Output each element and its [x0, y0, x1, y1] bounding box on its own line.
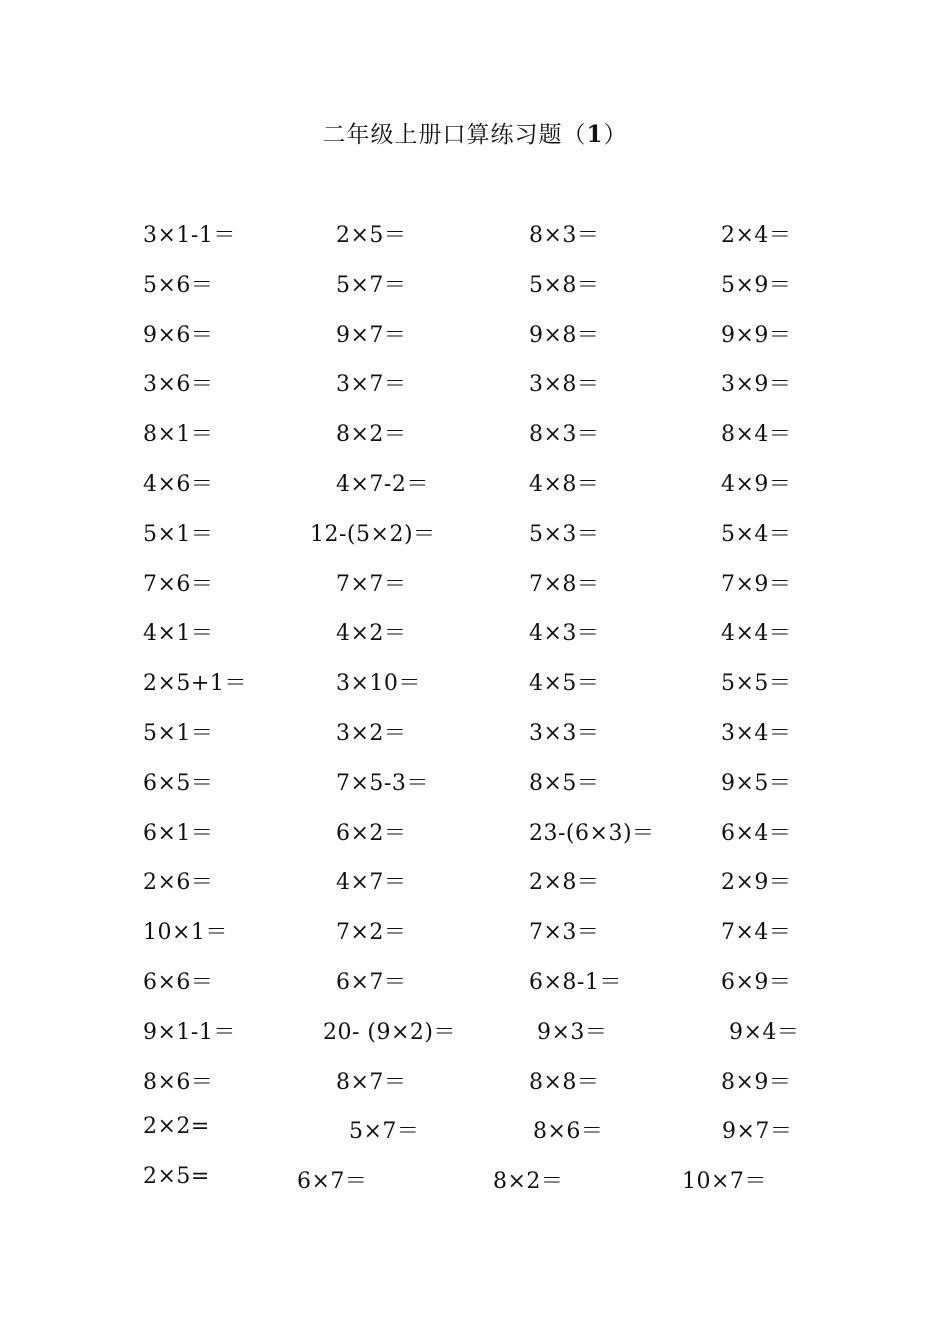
- problem-item: 5×1＝: [143, 721, 214, 746]
- problem-item: 6×2＝: [336, 820, 407, 846]
- problem-item: 6×7＝: [336, 970, 407, 995]
- problem-item: 6×4＝: [721, 820, 792, 846]
- problem-item: 5×1＝: [143, 521, 214, 547]
- problem-row: [0, 915, 950, 947]
- problem-item: 2×8＝: [529, 870, 600, 896]
- problem-item: 5×7＝: [336, 272, 407, 298]
- problem-item: 7×4＝: [721, 920, 792, 946]
- problem-item: 5×3＝: [529, 521, 600, 547]
- problem-item: 23-(6×3)＝: [529, 820, 655, 846]
- problem-row: [0, 616, 950, 648]
- problem-item: 8×8＝: [529, 1069, 600, 1095]
- problem-item: 4×9＝: [721, 472, 792, 497]
- problem-item: 3×6＝: [143, 372, 214, 398]
- problem-item: 4×7-2＝: [336, 472, 429, 497]
- problem-item: 8×9＝: [721, 1069, 792, 1095]
- problem-item: 12-(5×2)＝: [310, 521, 436, 547]
- problem-item: 6×1＝: [143, 820, 214, 846]
- problem-item: 5×6＝: [143, 272, 214, 298]
- problem-row: [0, 318, 950, 350]
- problem-row: [0, 766, 950, 798]
- problem-item: 9×9＝: [721, 322, 792, 348]
- problem-item: 8×1＝: [143, 422, 214, 448]
- problem-row: [0, 367, 950, 399]
- problem-item: 4×4＝: [721, 621, 792, 647]
- problem-item: 2×2=: [143, 1114, 210, 1140]
- problem-item: 7×2＝: [336, 920, 407, 946]
- problem-row: [0, 1065, 950, 1097]
- problem-row: [0, 716, 950, 748]
- problem-item: 9×7＝: [336, 322, 407, 348]
- problem-item: 7×7＝: [336, 571, 407, 597]
- problem-row: [0, 517, 950, 549]
- problem-item: 10×7＝: [682, 1169, 767, 1195]
- problem-item: 5×7＝: [349, 1119, 420, 1145]
- problem-item: 9×6＝: [143, 322, 214, 348]
- problem-item: 4×8＝: [529, 472, 600, 497]
- problem-item: 3×8＝: [529, 372, 600, 398]
- problem-item: 8×5＝: [529, 770, 600, 796]
- problem-item: 4×1＝: [143, 621, 214, 647]
- problem-item: 6×6＝: [143, 970, 214, 995]
- problem-row: [0, 1164, 950, 1196]
- problem-item: 2×5+1＝: [143, 671, 247, 697]
- problem-item: 8×3＝: [529, 422, 600, 448]
- problem-item: 8×4＝: [721, 422, 792, 448]
- problem-item: 5×9＝: [721, 272, 792, 298]
- page-title-close: ）: [603, 122, 628, 148]
- problem-item: 7×6＝: [143, 571, 214, 597]
- problem-item: 5×8＝: [529, 272, 600, 298]
- problem-item: 4×5＝: [529, 671, 600, 697]
- problem-item: 3×2＝: [336, 721, 407, 746]
- problem-item: 3×10＝: [336, 671, 421, 697]
- problem-item: 2×5＝: [336, 223, 407, 248]
- problem-row: [0, 865, 950, 897]
- problem-row: [0, 218, 950, 250]
- problem-item: 7×9＝: [721, 571, 792, 597]
- problem-item: 3×1-1＝: [143, 223, 236, 248]
- problem-row: [0, 1114, 950, 1146]
- problem-item: 8×2＝: [493, 1169, 564, 1195]
- problem-item: 9×8＝: [529, 322, 600, 348]
- problem-item: 4×3＝: [529, 621, 600, 647]
- problem-item: 9×7＝: [722, 1119, 793, 1145]
- problem-item: 6×8-1＝: [529, 970, 622, 995]
- problem-item: 3×4＝: [721, 721, 792, 746]
- problem-item: 20- (9×2)＝: [323, 1019, 457, 1045]
- page-title-number: 1: [586, 121, 604, 148]
- problem-item: 7×3＝: [529, 920, 600, 946]
- problem-item: 5×5＝: [721, 671, 792, 697]
- problem-item: 10×1＝: [143, 920, 228, 946]
- page-title-text: 二年级上册口算练习题（: [322, 122, 587, 148]
- problem-item: 4×2＝: [336, 621, 407, 647]
- problem-item: 8×3＝: [529, 223, 600, 248]
- problem-row: [0, 666, 950, 698]
- problem-item: 2×4＝: [721, 223, 792, 248]
- problem-item: 3×9＝: [721, 372, 792, 398]
- problem-item: 5×4＝: [721, 521, 792, 547]
- problem-item: 8×6＝: [533, 1119, 604, 1145]
- problem-item: 9×1-1＝: [143, 1019, 236, 1045]
- problem-row: [0, 1015, 950, 1047]
- problem-row: [0, 816, 950, 848]
- problem-item: 8×6＝: [143, 1069, 214, 1095]
- problem-item: 7×5-3＝: [336, 770, 429, 796]
- problem-item: 8×2＝: [336, 422, 407, 448]
- problem-item: 9×3＝: [537, 1019, 608, 1045]
- problem-item: 2×6＝: [143, 870, 214, 896]
- page-title: [0, 116, 950, 149]
- problem-item: 2×9＝: [721, 870, 792, 896]
- problem-item: 2×5=: [143, 1164, 210, 1190]
- problem-item: 4×7＝: [336, 870, 407, 896]
- problem-item: 8×7＝: [336, 1069, 407, 1095]
- problem-row: [0, 567, 950, 599]
- problem-item: 4×6＝: [143, 472, 214, 497]
- problem-row: [0, 268, 950, 300]
- problem-item: 6×5＝: [143, 770, 214, 796]
- problem-row: [0, 965, 950, 997]
- problem-item: 3×7＝: [336, 372, 407, 398]
- problem-row: [0, 417, 950, 449]
- problem-item: 6×9＝: [721, 970, 792, 995]
- problem-row: [0, 467, 950, 499]
- problem-item: 9×4＝: [729, 1019, 800, 1045]
- problem-item: 6×7＝: [297, 1169, 368, 1195]
- problem-item: 9×5＝: [721, 770, 792, 796]
- problem-item: 3×3＝: [529, 721, 600, 746]
- problem-item: 7×8＝: [529, 571, 600, 597]
